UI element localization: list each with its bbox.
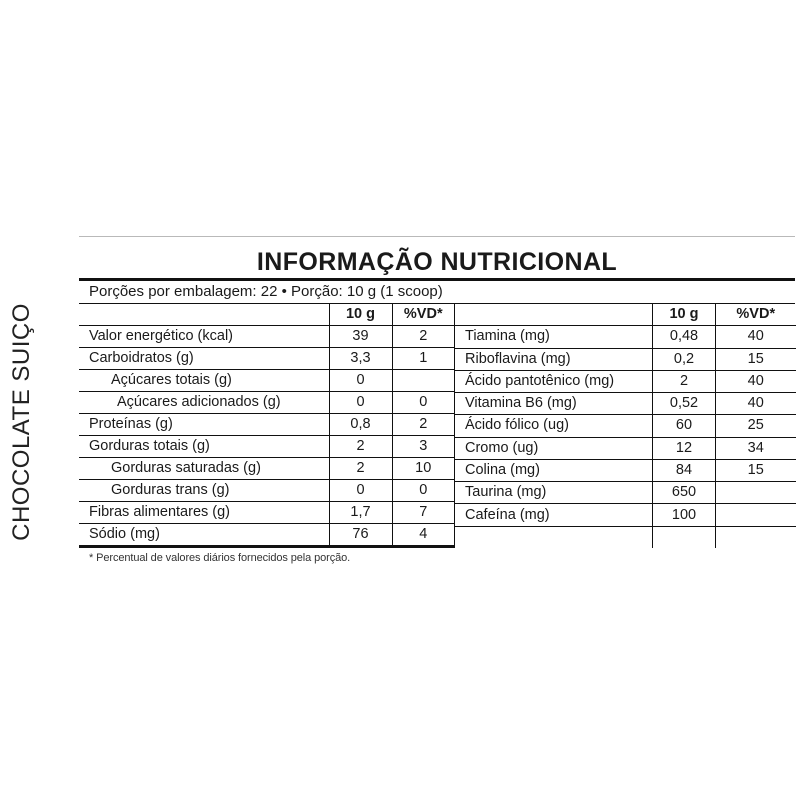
table-row: [455, 393, 796, 415]
nutrient-amount: 2: [329, 436, 392, 458]
nutrient-amount: 60: [653, 415, 716, 437]
nutrition-title: INFORMAÇÃO NUTRICIONAL: [256, 248, 618, 276]
nutrient-vd: [716, 482, 796, 504]
nutrient-name: Açúcares totais (g): [79, 370, 329, 392]
nutrient-name: Sódio (mg): [79, 524, 329, 547]
nutrient-vd: [716, 504, 796, 526]
nutrient-vd: 34: [716, 437, 796, 459]
amount-header: 10 g: [653, 304, 716, 326]
nutrient-name: Proteínas (g): [79, 414, 329, 436]
nutrient-name: Cafeína (mg): [455, 504, 653, 526]
nutrient-vd: 7: [392, 502, 454, 524]
vd-header: %VD*: [392, 304, 454, 326]
nutrition-facts-panel: [79, 236, 795, 564]
nutrient-amount: 3,3: [329, 348, 392, 370]
nutrient-vd: 0: [392, 480, 454, 502]
nutrient-name: Vitamina B6 (mg): [455, 393, 653, 415]
nutrient-vd: 15: [716, 348, 796, 370]
table-row: [79, 480, 454, 502]
nutrient-vd: 2: [392, 326, 454, 348]
nutrient-name: Ácido fólico (ug): [455, 415, 653, 437]
nutrient-name: Valor energético (kcal): [79, 326, 329, 348]
nutrient-name: Taurina (mg): [455, 482, 653, 504]
table-row: [455, 482, 796, 504]
nutrient-vd: 15: [716, 459, 796, 481]
nutrient-amount: 650: [653, 482, 716, 504]
table-row: [79, 326, 454, 348]
table-row: [455, 459, 796, 481]
table-row: [79, 458, 454, 480]
nutrient-amount: 76: [329, 524, 392, 547]
table-row: [455, 437, 796, 459]
nutrient-amount: 0: [329, 392, 392, 414]
nutrient-vd: [716, 526, 796, 548]
table-row: [79, 392, 454, 414]
table-row: [455, 415, 796, 437]
table-row: [455, 504, 796, 526]
table-row: [79, 502, 454, 524]
nutrient-name: Ácido pantotênico (mg): [455, 370, 653, 392]
nutrient-name: Gorduras saturadas (g): [79, 458, 329, 480]
nutrient-vd: 40: [716, 393, 796, 415]
nutrient-amount: 0,8: [329, 414, 392, 436]
nutrient-vd: 1: [392, 348, 454, 370]
nutrient-name: Cromo (ug): [455, 437, 653, 459]
table-row: [455, 348, 796, 370]
nutrient-name: Fibras alimentares (g): [79, 502, 329, 524]
nutrient-vd: 40: [716, 370, 796, 392]
nutrient-amount: 0,48: [653, 326, 716, 348]
nutrients-table-main: [79, 304, 454, 548]
table-row: [79, 414, 454, 436]
nutrient-amount: 39: [329, 326, 392, 348]
nutrient-amount: 1,7: [329, 502, 392, 524]
nutrient-amount: 0,52: [653, 393, 716, 415]
nutrient-name: Tiamina (mg): [455, 326, 653, 348]
table-row: [455, 370, 796, 392]
nutrient-amount: 84: [653, 459, 716, 481]
table-row: [455, 326, 796, 348]
table-header-row: [79, 304, 454, 326]
nutrient-amount: [653, 526, 716, 548]
table-row: [455, 526, 796, 548]
nutrient-vd: 25: [716, 415, 796, 437]
nutrient-amount: 100: [653, 504, 716, 526]
nutrient-vd: 2: [392, 414, 454, 436]
nutrient-name: Riboflavina (mg): [455, 348, 653, 370]
nutrient-amount: 2: [329, 458, 392, 480]
table-row: [79, 370, 454, 392]
vd-header: %VD*: [716, 304, 796, 326]
amount-header: 10 g: [329, 304, 392, 326]
nutrient-amount: 0: [329, 480, 392, 502]
footnote: * Percentual de valores diários fornecidos pela porção.: [89, 552, 351, 564]
nutrient-vd: 40: [716, 326, 796, 348]
nutrient-name: Açúcares adicionados (g): [79, 392, 329, 414]
nutrient-vd: 3: [392, 436, 454, 458]
nutrient-amount: 12: [653, 437, 716, 459]
nutrient-name: Gorduras totais (g): [79, 436, 329, 458]
nutrient-amount: 2: [653, 370, 716, 392]
nutrient-vd: 0: [392, 392, 454, 414]
table-row: [79, 436, 454, 458]
nutrient-amount: 0: [329, 370, 392, 392]
table-header-row: [455, 304, 796, 326]
nutrient-name: Gorduras trans (g): [79, 480, 329, 502]
nutrient-vd: 10: [392, 458, 454, 480]
nutrient-amount: 0,2: [653, 348, 716, 370]
nutrient-name: [455, 526, 653, 548]
nutrients-table-vitamins: [454, 304, 796, 548]
table-row: [79, 348, 454, 370]
nutrient-name: Carboidratos (g): [79, 348, 329, 370]
nutrient-vd: 4: [392, 524, 454, 547]
table-row: [79, 524, 454, 547]
product-flavor-label: CHOCOLATE SUIÇO: [8, 303, 35, 541]
nutrient-name: Colina (mg): [455, 459, 653, 481]
nutrient-vd: [392, 370, 454, 392]
portions-info: Porções por embalagem: 22 • Porção: 10 g (1 scoop): [79, 278, 795, 304]
